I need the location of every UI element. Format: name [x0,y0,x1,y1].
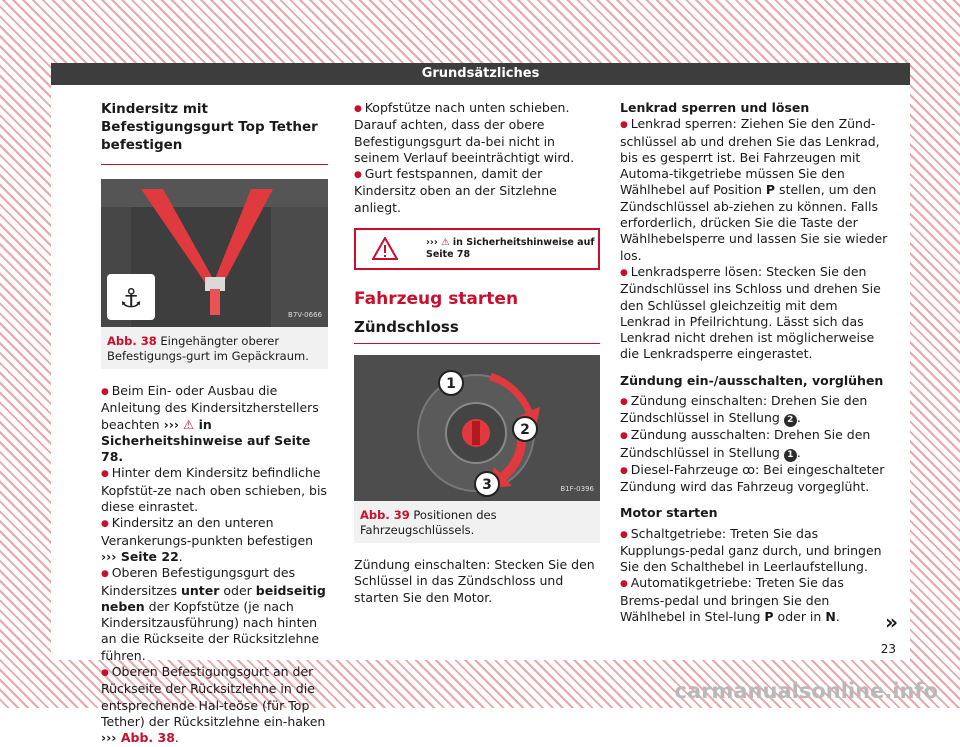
section-heading-top-tether: Kindersitz mit Befestigungsgurt Top Tether befestigen [101,101,318,153]
seat-belt-illustration [101,179,328,327]
ignition-lock-illustration [354,355,600,501]
warning-icon: ⚠ [441,237,450,249]
watermark: carmanualsonline.info [674,679,938,703]
warning-triangle-icon [372,237,398,260]
list-item: ● Kopfstütze nach unten schieben. Darauf achten, dass der obere Befestigungsgurt da-bei nicht in seinem Verlauf beeinträchtigt wird. [354,100,600,166]
column-left [101,85,328,747]
paragraph: Zündung einschalten: Stecken Sie den Schlüssel in das Zündschloss und starten Sie den Motor. [354,557,595,605]
figure-link[interactable]: Abb. 38 [116,730,175,746]
warning-text: in Sicherheitshinweise auf [449,237,595,249]
cross-ref-link[interactable]: ››› [426,237,438,249]
figure-caption-text: Eingehängter oberer Befestigungs-gurt im Gepäckraum. [107,334,309,363]
column-middle [354,85,600,606]
subheading-motor: Motor starten [620,505,718,521]
figure-38-image [101,179,328,327]
page-header: Grundsätzliches [51,63,910,85]
figure-38-caption [101,327,328,369]
list-item: ● Oberen Befestigungsgurt des Kindersitzes unter oder beidseitig neben der Kopfstütze (je nach Kindersitzausführung) nach hinten an die Rückseite der Rücksitzlehne führen. [101,565,328,664]
figure-39-caption [354,501,600,543]
list-item: ● Lenkradsperre lösen: Stecken Sie den Zündschlüssel ins Schloss und drehen Sie den Schlüssel gleichzeitig mit dem Lenkrad in Pfeilrichtung. Lässt sich das Lenkrad nicht drehen ist möglicherweise die Lenkradsperre eingerastet. [620,264,890,363]
section-title: Fahrzeug starten [354,289,519,310]
figure-label: Abb. 38 [107,334,157,348]
subheading-zuendung: Zündung ein-/ausschalten, vorglühen [620,372,884,388]
glow-plug-icon: ꝏ [742,461,755,477]
warning-icon: ⚠ [183,416,195,432]
cross-ref-link[interactable]: ››› [101,548,117,564]
warning-box [354,228,600,270]
figure-code: B1F-0396 [560,484,594,493]
subheading-lenkrad: Lenkrad sperren und lösen [620,100,810,115]
figure-39-image [354,355,600,501]
position-label-1: 1 [446,376,456,393]
position-badge: 1 [784,449,797,462]
list-item: ● Kindersitz an den unteren Verankerungs-punkten befestigen ››› Seite 22. [101,515,328,565]
position-label-2: 2 [520,422,530,439]
list-item: ● Automatikgetriebe: Treten Sie das Brems-pedal und bringen Sie den Wählhebel in Stel-lung P oder in N. [620,575,890,625]
figure-code: B7V-0666 [288,310,322,319]
list-item: ● Lenkrad sperren: Ziehen Sie den Zünd-schlüssel ab und drehen Sie das Lenkrad, bis es gesperrt ist. Bei Fahrzeugen mit Automa-tikgetriebe müssen Sie den Wählhebel auf Position P stellen, um den Zündschlüssel ab-ziehen zu können. Falls erforderlich, drücken Sie die Taste der Wählhebelsperre und lassen Sie sie wieder los. [620,116,890,264]
figure-label: Abb. 39 [360,508,410,523]
list-item: ● Schaltgetriebe: Treten Sie das Kupplungs-pedal ganz durch, und bringen Sie den Schalthebel in Leerlaufstellung. [620,526,890,576]
figure-caption-text: Positionen des Fahrzeugschlüssels. [360,508,497,537]
list-item: ● Beim Ein- oder Ausbau die Anleitung des Kindersitzherstellers beachten ››› ⚠ in Sicherheitshinweise auf Seite 78. [101,383,328,465]
list-item: ● Zündung einschalten: Drehen Sie den Zündschlüssel in Stellung 2 . [620,393,890,427]
warning-page: Seite 78 [426,249,471,261]
svg-text:⚓: ⚓ [119,284,143,314]
page-number: 23 [880,642,896,656]
list-item: ● Diesel-Fahrzeuge ꝏ: Bei eingeschalteter Zündung wird das Fahrzeug vorgeglüht. [620,462,890,496]
position-label-3: 3 [482,477,492,494]
list-item: ● Gurt festspannen, damit der Kindersitz oben an der Sitzlehne anliegt. [354,166,600,216]
position-badge: 2 [784,414,797,427]
continue-arrow-icon: » [885,610,898,634]
subsection-title: Zündschloss [354,318,459,337]
list-item: ● Oberen Befestigungsgurt an der Rückseite der Rücksitzlehne in die entsprechende Hal-teöse (für Top Tether) der Rücksitzlehne ein-haken ››› Abb. 38. [101,664,328,746]
list-item: ● Zündung ausschalten: Drehen Sie den Zündschlüssel in Stellung 1 . [620,427,890,461]
column-right [620,85,890,625]
cross-ref-link[interactable]: ››› [163,416,180,432]
cross-ref-link[interactable]: ››› [101,730,117,746]
list-item: ● Hinter dem Kindersitz befindliche Kopfstüt-ze nach oben schieben, bis diese einrastet. [101,465,328,515]
